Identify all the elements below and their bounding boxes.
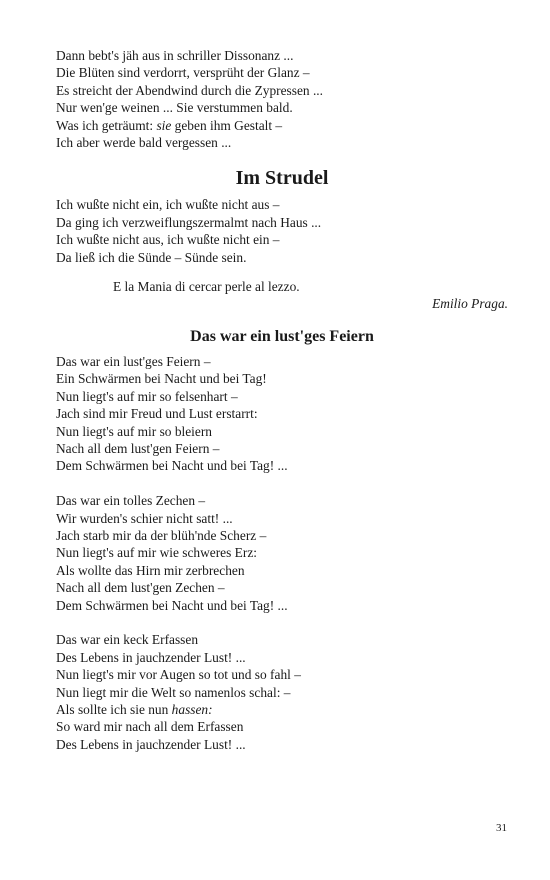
verse-line: Nach all dem lust'gen Zechen – <box>56 580 225 596</box>
verse-line: Das war ein keck Erfassen <box>56 632 199 648</box>
stanza-2 <box>56 492 508 614</box>
verse-line: Ich aber werde bald vergessen ... <box>56 135 232 151</box>
verse-line: Ich wußte nicht aus, ich wußte nicht ein – <box>56 232 280 248</box>
poem-title-lustges-feiern: Das war ein lust'ges Feiern <box>190 327 374 345</box>
verse-line: Nun liegt's auf mir so felsenhart – <box>56 388 238 404</box>
emphasized-word: hassen: <box>171 701 213 717</box>
poem-title-im-strudel: Im Strudel <box>235 167 329 190</box>
verse-line: Jach sind mir Freud und Lust erstarrt: <box>56 406 258 422</box>
verse-line: Es streicht der Abendwind durch die Zypressen ... <box>56 82 324 98</box>
verse-line: Nach all dem lust'gen Feiern – <box>56 440 220 456</box>
verse-line: Als wollte das Hirn mir zerbrechen <box>56 562 245 578</box>
verse-line: Nun liegt's auf mir so bleiern <box>56 423 212 439</box>
verse-line: Des Lebens in jauchzender Lust! ... <box>56 649 246 665</box>
verse-line: Nun liegt's mir vor Augen so tot und so fahl – <box>56 667 301 683</box>
epigraph-author: Emilio Praga. <box>432 296 508 312</box>
verse-line: Dem Schwärmen bei Nacht und bei Tag! ... <box>56 458 288 474</box>
verse-line: Nun liegt mir die Welt so namenlos schal: – <box>56 684 291 700</box>
verse-line: Ich wußte nicht ein, ich wußte nicht aus – <box>56 197 280 213</box>
book-page <box>56 47 508 753</box>
verse-line: Da ließ ich die Sünde – Sünde sein. <box>56 249 247 265</box>
verse-line: Des Lebens in jauchzender Lust! ... <box>56 736 246 752</box>
stanza-break <box>56 475 508 492</box>
verse-line: Wir wurden's schier nicht satt! ... <box>56 510 233 526</box>
verse-line: Das war ein tolles Zechen – <box>56 493 206 509</box>
stanza-break <box>56 614 508 631</box>
poem-continuation-stanza <box>56 47 508 151</box>
verse-line: Jach starb mir da der blüh'nde Scherz – <box>56 527 267 543</box>
verse-line: Die Blüten sind verdorrt, versprüht der Glanz – <box>56 65 310 81</box>
verse-line: Ein Schwärmen bei Nacht und bei Tag! <box>56 371 267 387</box>
verse-line: Dem Schwärmen bei Nacht und bei Tag! ... <box>56 597 288 613</box>
verse-text: Was ich geträumt: <box>56 117 157 133</box>
epigraph-quote: E la Mania di cercar perle al lezzo. <box>113 279 300 295</box>
page-number: 31 <box>496 822 507 834</box>
verse-line: Dann bebt's jäh aus in schriller Dissonanz ... <box>56 48 294 63</box>
poem-im-strudel-stanza <box>56 196 508 266</box>
verse-line: Nun liegt's auf mir wie schweres Erz: <box>56 545 257 561</box>
stanza-3 <box>56 631 508 753</box>
verse-line <box>56 701 508 718</box>
verse-line <box>56 117 508 134</box>
stanza-1 <box>56 353 508 475</box>
verse-line: Da ging ich verzweiflungszermalmt nach Haus ... <box>56 214 322 230</box>
verse-text: Als sollte ich sie nun <box>56 701 172 717</box>
verse-line: Nur wen'ge weinen ... Sie verstummen bald. <box>56 100 293 116</box>
verse-text: geben ihm Gestalt – <box>171 117 283 133</box>
emphasized-word: sie <box>156 117 172 133</box>
verse-line: Das war ein lust'ges Feiern – <box>56 353 211 369</box>
verse-line: So ward mir nach all dem Erfassen <box>56 719 244 735</box>
